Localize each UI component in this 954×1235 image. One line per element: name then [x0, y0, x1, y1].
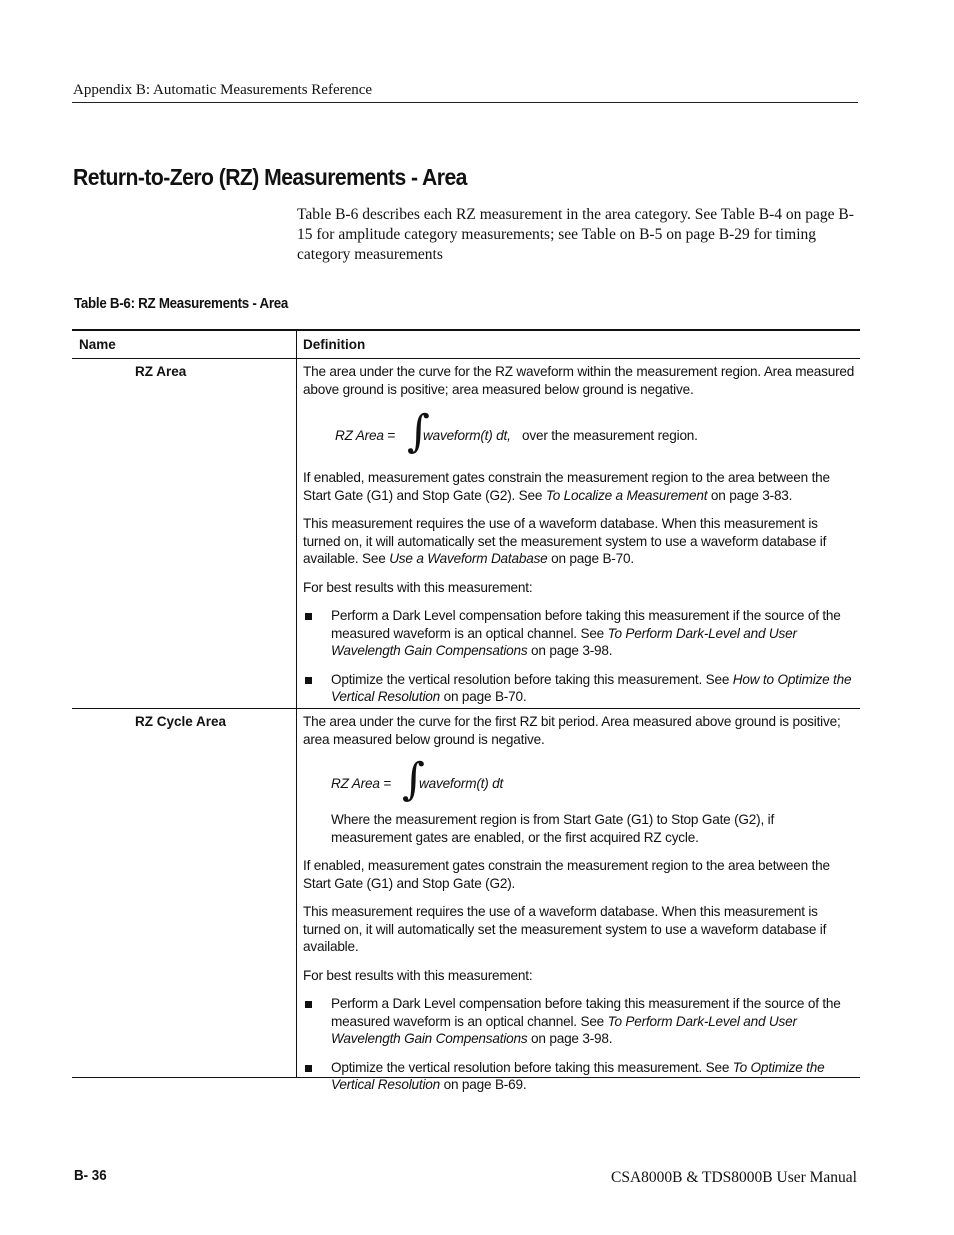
- column-divider: [296, 359, 297, 708]
- measurements-table: [72, 329, 860, 1092]
- table-row-rz-area: [72, 359, 860, 709]
- column-divider: [296, 709, 297, 1077]
- bullet-item: Perform a Dark Level compensation before taking this measurement if the source of the measured waveform is an optical channel. See To Perform Dark-Level and User Wavelength Gain Compensations on page 3-98.: [303, 995, 855, 1048]
- header-rule: [72, 102, 858, 103]
- bullet-item: Optimize the vertical resolution before taking this measurement. See To Optimize the Vertical Resolution on page B-69.: [303, 1059, 855, 1094]
- best-results-text: For best results with this measurement:: [303, 579, 533, 595]
- page-number: B- 36: [74, 1168, 107, 1184]
- table-row-rz-cycle-area: [72, 709, 860, 1092]
- column-header-name: Name: [79, 337, 116, 352]
- formula-rhs: waveform(t) dt: [419, 776, 504, 791]
- row-definition: [303, 359, 855, 710]
- bullet-item: Perform a Dark Level compensation before taking this measurement if the source of the measured waveform is an optical channel. See To Perform Dark-Level and User Wavelength Gain Compensations on page 3-98.: [303, 607, 855, 660]
- gates-text: If enabled, measurement gates constrain the measurement region to the area between the Start Gate (G1) and Stop Gate (G2).: [303, 858, 830, 891]
- bullet-item: Optimize the vertical resolution before taking this measurement. See How to Optimize the Vertical Resolution on page B-70.: [303, 671, 855, 706]
- gates-text: If enabled, measurement gates constrain the measurement region to the area between the Start Gate (G1) and Stop Gate (G2). See To Localize a Measurement on page 3-83.: [303, 470, 830, 503]
- row-definition: [303, 709, 855, 1098]
- cross-reference-link: How to Optimize the Vertical Resolution: [331, 671, 852, 704]
- row-name: RZ Area: [135, 364, 187, 379]
- column-divider: [296, 331, 297, 358]
- database-text: This measurement requires the use of a waveform database. When this measurement is turned on, it will automatically set the measurement system to use a waveform database if available.: [303, 904, 827, 954]
- where-text: Where the measurement region is from Start Gate (G1) to Stop Gate (G2), if measurement gates are enabled, or the first acquired RZ cycle.: [331, 812, 775, 845]
- bullet-square-icon: [305, 1001, 312, 1008]
- integral-symbol: ∫: [407, 406, 430, 457]
- best-results-text: For best results with this measurement:: [303, 967, 533, 983]
- section-title: Return-to-Zero (RZ) Measurements - Area: [73, 164, 467, 190]
- bullet-square-icon: [305, 613, 312, 620]
- cross-reference-link: To Perform Dark-Level and User Wavelength Gain Compensations: [331, 625, 797, 658]
- definition-text: The area under the curve for the first RZ bit period. Area measured above ground is positive; area measured below ground is negative.: [303, 714, 841, 747]
- bullet-square-icon: [305, 1065, 312, 1072]
- formula-note: over the measurement region.: [522, 428, 698, 443]
- row-name: RZ Cycle Area: [135, 714, 227, 729]
- integral-formula: [303, 754, 855, 805]
- manual-title: CSA8000B & TDS8000B User Manual: [610, 1169, 857, 1186]
- definition-text: The area under the curve for the RZ waveform within the measurement region. Area measured above ground is positive; area measured below ground is negative.: [303, 364, 855, 397]
- intro-paragraph: Table B-6 describes each RZ measurement in the area category. See Table B-4 on page B-15 for amplitude category measurements; see Table on B-5 on page B-29 for timing category measurements: [297, 206, 854, 263]
- cross-reference-link: To Optimize the Vertical Resolution: [331, 1059, 825, 1092]
- formula-lhs: RZ Area =: [331, 776, 392, 791]
- bullet-square-icon: [305, 677, 312, 684]
- running-head: Appendix B: Automatic Measurements Reference: [73, 82, 373, 98]
- formula-rhs: waveform(t) dt,: [423, 428, 511, 443]
- table-header-row: [72, 331, 860, 359]
- column-header-definition: Definition: [303, 337, 366, 352]
- integral-symbol: ∫: [402, 754, 425, 805]
- database-text: This measurement requires the use of a waveform database. When this measurement is turned on, it will automatically set the measurement system to use a waveform database if available. See Use a Waveform Database on page B-70.: [303, 516, 827, 566]
- cross-reference-link: To Localize a Measurement: [545, 487, 708, 503]
- cross-reference-link: To Perform Dark-Level and User Wavelength Gain Compensations: [331, 1013, 797, 1046]
- table-caption: Table B-6: RZ Measurements - Area: [74, 296, 289, 312]
- formula-lhs: RZ Area =: [335, 428, 396, 443]
- cross-reference-link: Use a Waveform Database: [389, 551, 548, 566]
- integral-formula: [303, 406, 855, 463]
